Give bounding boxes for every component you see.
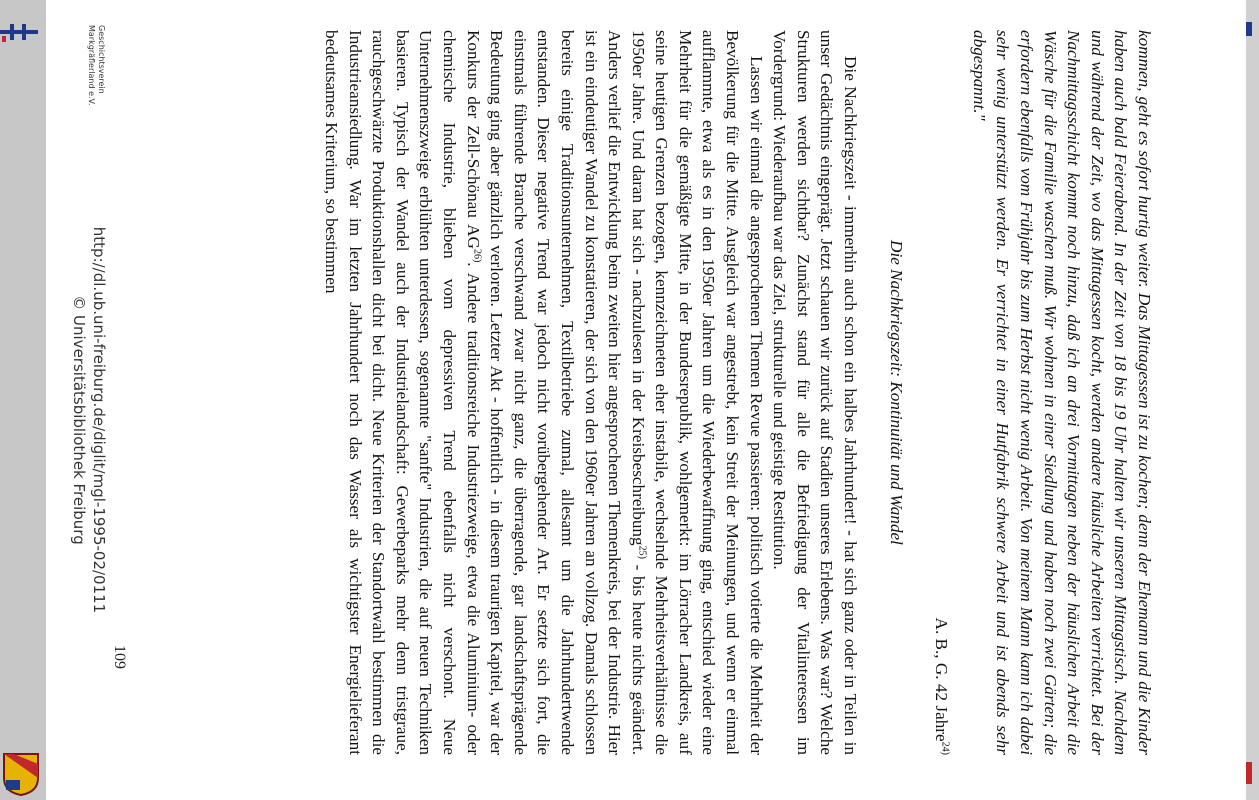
body-paragraph-2-part-b: - bis heute nichts geändert. Anders verlief die Entwicklung beim zweiten hier angesprochenen Themenkreis, bei der Industrie. Hier ist ein eindeutiger Wandel zu konstatieren, der sich von den 1960er Jahren an vollzog. Damals schlossen bereits einige Traditionsunternehmen, Textilbetriebe zumal, allesamt um die Jahrhundertwende entstanden. Dieser negative Trend war jedoch nicht vorübergehender Art. Er setzte sich fort, die einstmals führende Branche verschwand zwar nicht ganz, die überragende, gar landschaftsprägende Bedeutung ging aber gänzlich verloren. Letzter Akt - hoffentlich - in diesem traurigen Kapitel, war der Konkurs der Zell-Schönau AG xyxy=(463,30,648,755)
crest-icon xyxy=(2,752,40,796)
attribution-text: A. B., G. 42 Jahre xyxy=(932,617,952,742)
body-paragraph-2 xyxy=(319,30,767,755)
body-paragraph-2-part-a: Lassen wir einmal die angesprochenen Themen Revue passieren: politisch votierte die Mehrheit der Bevölkerung für die Mitte. Ausgleich war angestrebt, kein Streit der Meinungen, und wenn er einmal aufflammte, etwa als es in den 1950er Jahren um die Wiederbewaffnung ging, entschied wieder eine Mehrheit für die gemäßigte Mitte, in der Bundesrepublik, wohlgemerkt: im Lörracher Landkreis, auf seine heutigen Grenzen bezogen, kennzeichneten eher instabile, wechselnde Mehrheitsverhältnisse die 1950er Jahre. Und daran hat sich - nachzulesen in der Kreisbeschreibung xyxy=(628,30,766,755)
scanned-page xyxy=(46,0,1246,800)
footer-society-line-2: Markgräflerland e.V. xyxy=(87,25,96,106)
rotated-page-content xyxy=(70,5,1196,795)
library-logo-icon xyxy=(0,22,38,42)
viewer-left-margin xyxy=(0,0,46,800)
section-heading: Die Nachkriegszeit: Kontinuität und Wandel xyxy=(886,240,906,545)
body-paragraph-2-part-c: . Andere traditionsreiche Industriezweige, etwa die Aluminium- oder chemische Industrie, blieben vom depressiven Trend ebenfalls nicht verschont. Neue Unternehmenszweige erblühten unterdessen, sogenannte "sanfte" Industrien, die auf neuen Techniken basieren. Typisch der Wandel auch der Industrielandschaft: Gewerbeparks mehr denn tristgraue, rauchgeschwärzte Produktionshallen dicht bei dicht. Neue Kriterien der Standortwahl bestimmen die Industrieansiedlung. War im letzten Jahrhundert noch das Wasser als wichtigster Energielieferant bedeutsames Kriterium, so bestimmen xyxy=(322,30,483,755)
footer-copyright: © Universitätsbibliothek Freiburg xyxy=(70,295,88,545)
quote-attribution xyxy=(930,30,954,755)
body-paragraph-1: Die Nachkriegszeit - immerhin auch schon ein halbes Jahrhundert! - hat sich ganz oder in Teilen in unser Gedächtnis eingeprägt. Jetzt schauen wir zurück auf Stadien unseres Erlebens. Was war? Welche Strukturen werden sichtbar? Zunächst stand für alle die Befriedigung der Vitalinteressen im Vordergrund: Wiederaufbau war das Ziel, strukturelle und geistige Restitution. xyxy=(770,30,861,755)
edge-marker-bottom xyxy=(1246,762,1252,784)
viewer-right-edge xyxy=(1246,0,1259,800)
footer-url-link[interactable]: http://dl.ub.uni-freiburg.de/diglit/mgl-1995-02/0111 xyxy=(90,226,108,614)
footnote-ref-26: 26) xyxy=(471,248,483,263)
text-column xyxy=(319,30,1156,755)
edge-marker-top xyxy=(1246,22,1252,36)
footer-society-label xyxy=(86,25,106,125)
page-number: 109 xyxy=(111,645,128,669)
attribution-footnote-ref: 24) xyxy=(939,741,951,755)
footnote-ref-25: 25) xyxy=(636,545,648,559)
quote-paragraph: kommen, geht es sofort hurtig weiter. Das Mittagessen ist zu kochen; denn der Ehemann und die Kinder haben auch bald Feierabend. In der Zeit von 18 bis 19 Uhr halten wir unseren Mittagstisch. Nachdem und während der Zeit, wo das Mittagessen kocht, werden andere häusliche Arbeiten verrichtet. Bei der Nachmittagsschicht kommt noch hinzu, daß ich an drei Vormittagen neben der häuslichen Arbeit die Wäsche für die Familie waschen muß. Wir wohnen in einer Siedlung und haben noch zwei Gärten; die erfordern ebenfalls vom Frühjahr bis zum Herbst nicht wenig Arbeit. Von meinem Mann kann ich dabei sehr wenig unterstützt werden. Er verrichtet in einer Hutfabrik schwere Arbeit und ist abends sehr abgespannt." xyxy=(969,30,1154,755)
footer-society-line-1: Geschichtsverein xyxy=(97,25,106,94)
